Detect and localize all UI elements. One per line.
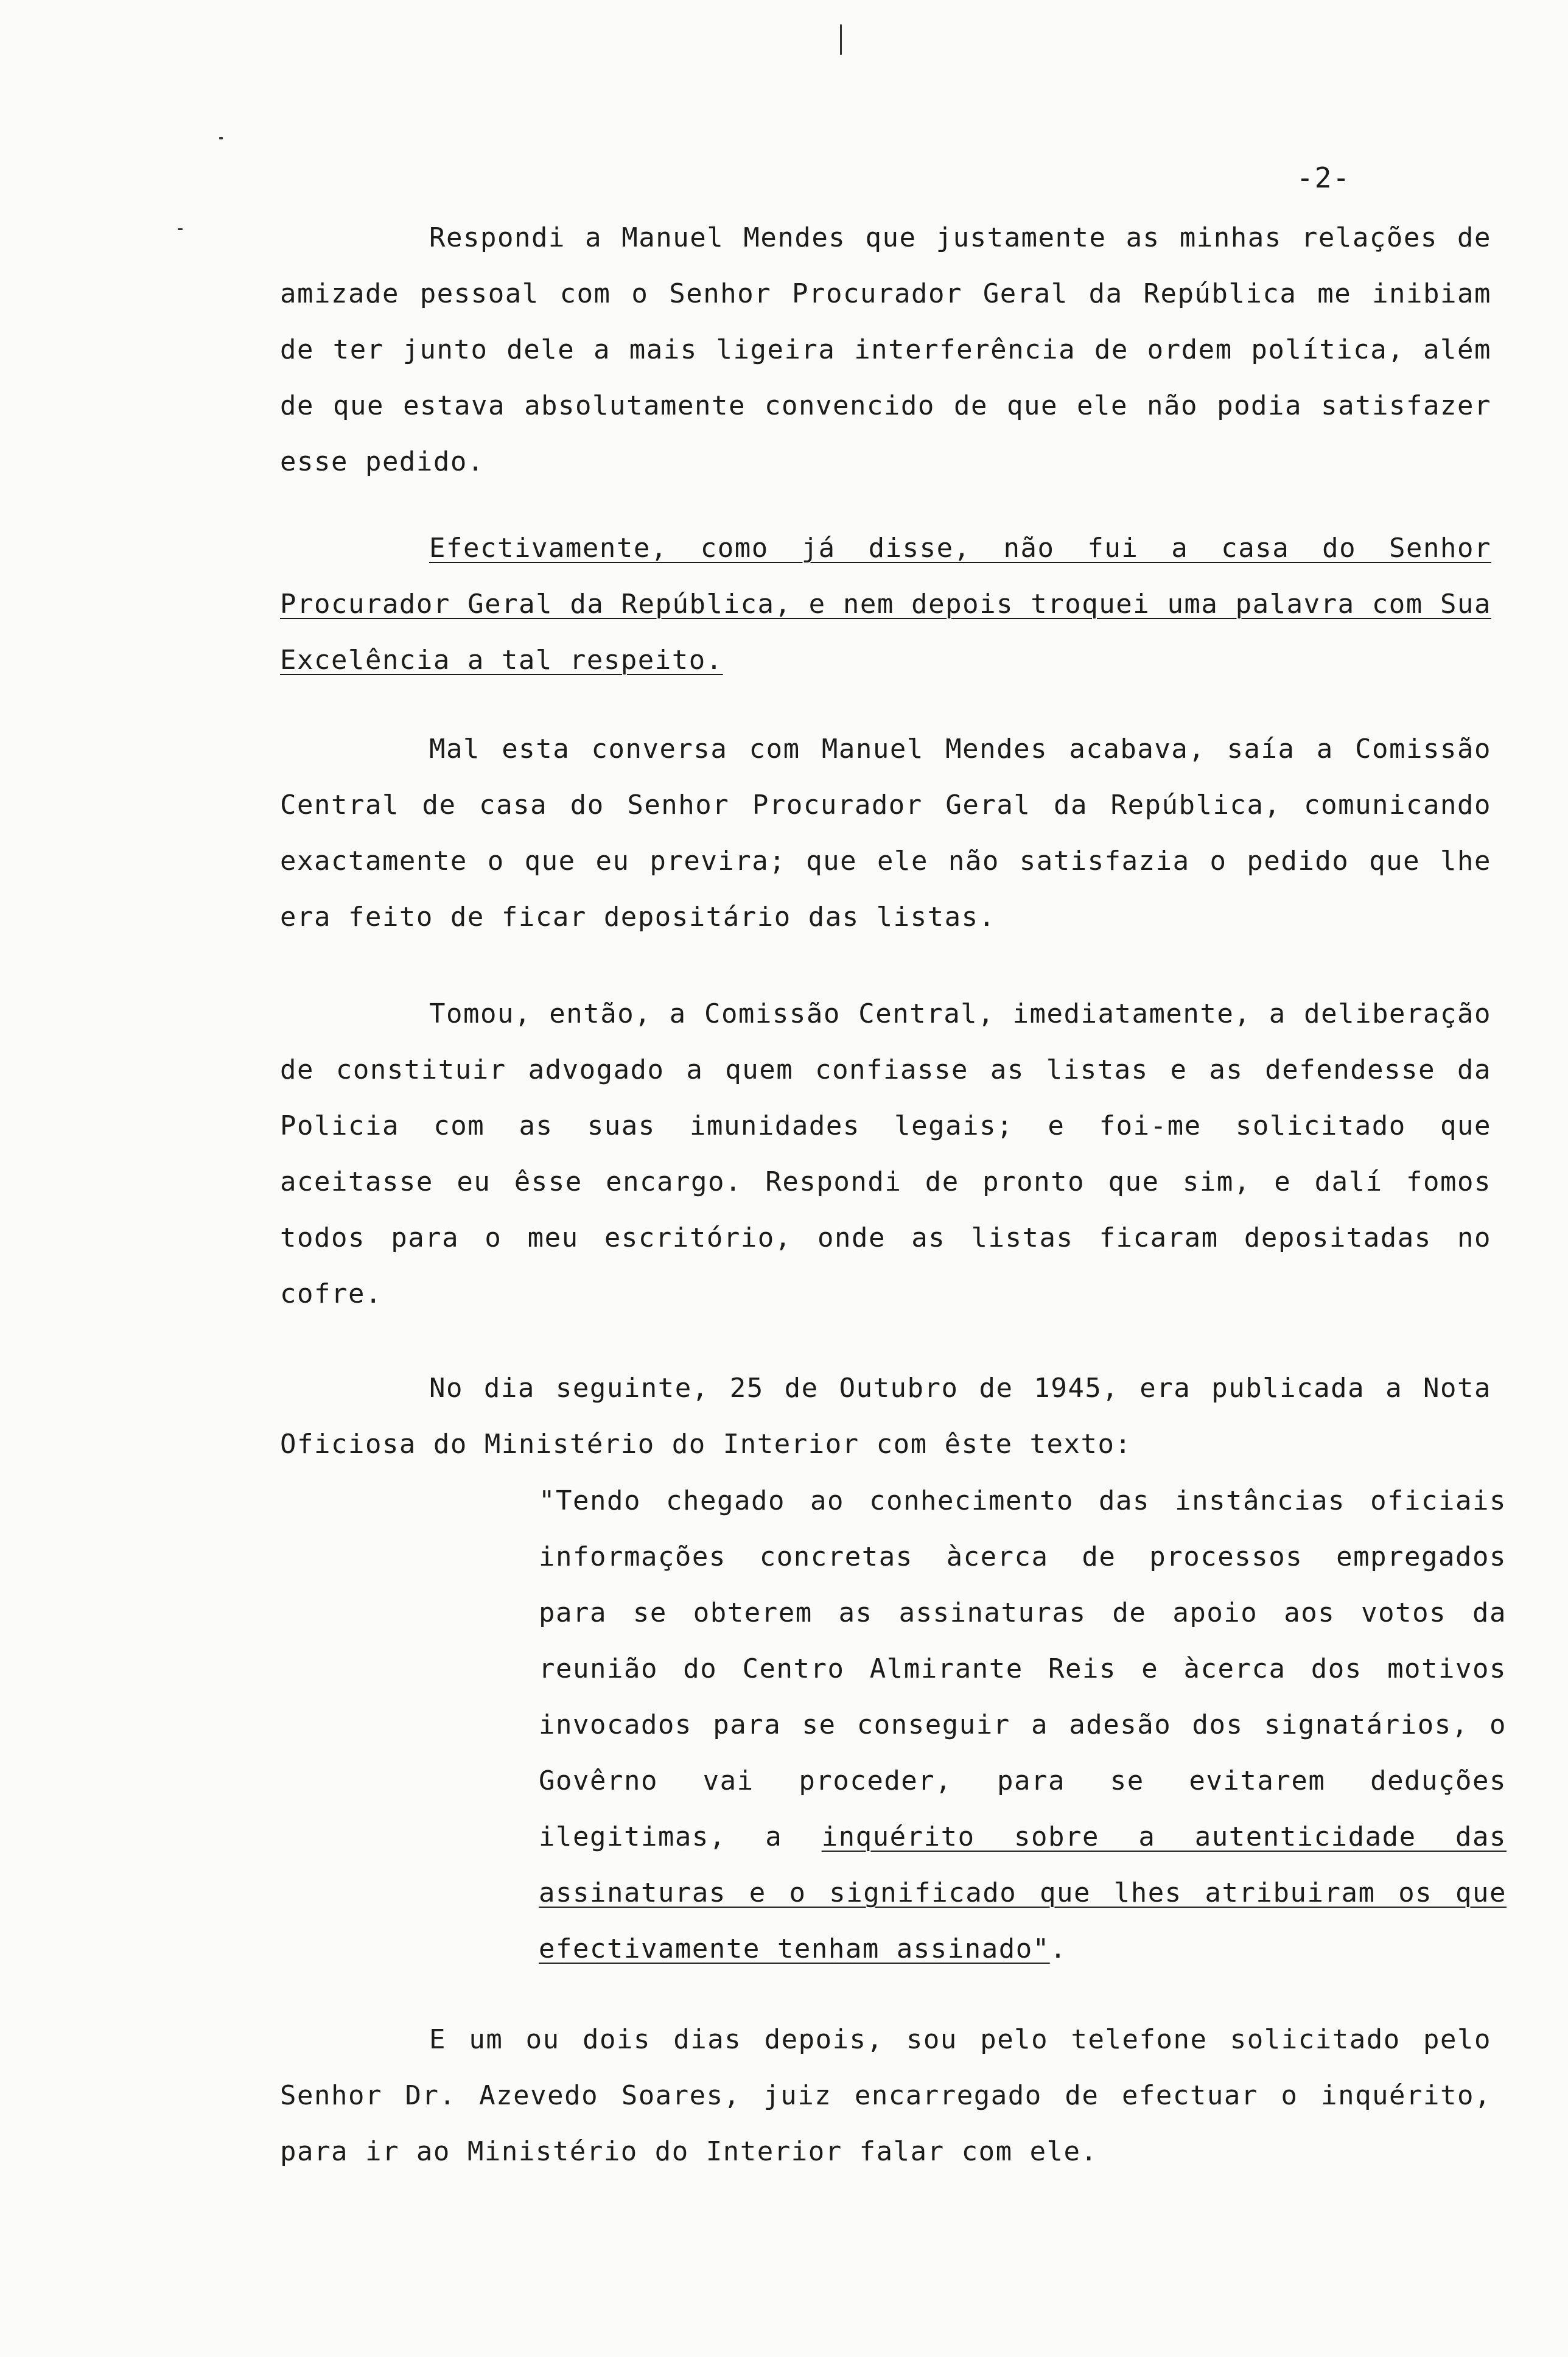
scan-mark	[219, 137, 223, 139]
closing-paragraph: E um ou dois dias depois, sou pelo telefone solicitado pelo Senhor Dr. Azevedo Soares, juiz encarregado de efectuar o inquérito, para ir ao Ministério do Interior falar com ele.	[280, 2024, 1491, 2167]
quote-underlined-text: inquérito sobre a autenticidade das assinaturas e o significado que lhes atribuiram os que efectivamente tenham assinado"	[539, 1821, 1507, 1964]
quote-end: .	[1049, 1933, 1067, 1964]
paragraph-3: Mal esta conversa com Manuel Mendes acabava, saía a Comissão Central de casa do Senhor Procurador Geral da República, comunicando exactamente o que eu previra; que ele não satisfazia o pedido que lhe era feito de ficar depositário das listas.	[280, 734, 1491, 933]
paragraph-1: Respondi a Manuel Mendes que justamente as minhas relações de amizade pessoal com o Senhor Procurador Geral da República me inibiam de ter junto dele a mais ligeira interferência de ordem política, além de que estava absolutamente convencido de que ele não podia satisfazer esse pedido.	[280, 222, 1491, 477]
quote-text: "Tendo chegado ao conhecimento das instâncias oficiais informações concretas àcerca de processos empregados para se obterem as assinaturas de apoio aos votos da reunião do Centro Almirante Reis e àcerca dos motivos invocados para se conseguir a adesão dos signatários, o Govêrno vai proceder, para se evitarem deduções ilegitimas, a	[539, 1485, 1507, 1852]
page-number: -2-	[1297, 161, 1351, 194]
paragraph-2-underlined: Efectivamente, como já disse, não fui a casa do Senhor Procurador Geral da República, e nem depois troquei uma palavra com Sua Excelência a tal respeito.	[280, 533, 1491, 676]
scan-mark	[840, 24, 842, 55]
paragraph-4: Tomou, então, a Comissão Central, imediatamente, a deliberação de constituir advogado a quem confiasse as listas e as defendesse da Policia com as suas imunidades legais; e foi-me solicitado que aceitasse eu êsse encargo. Respondi de pronto que sim, e dalí fomos todos para o meu escritório, onde as listas ficaram depositadas no cofre.	[280, 998, 1491, 1309]
paragraph-5: No dia seguinte, 25 de Outubro de 1945, era publicada a Nota Oficiosa do Ministério do Interior com êste texto:	[280, 1373, 1491, 1460]
official-note-quote	[539, 1473, 1507, 1977]
scan-mark	[178, 228, 183, 230]
